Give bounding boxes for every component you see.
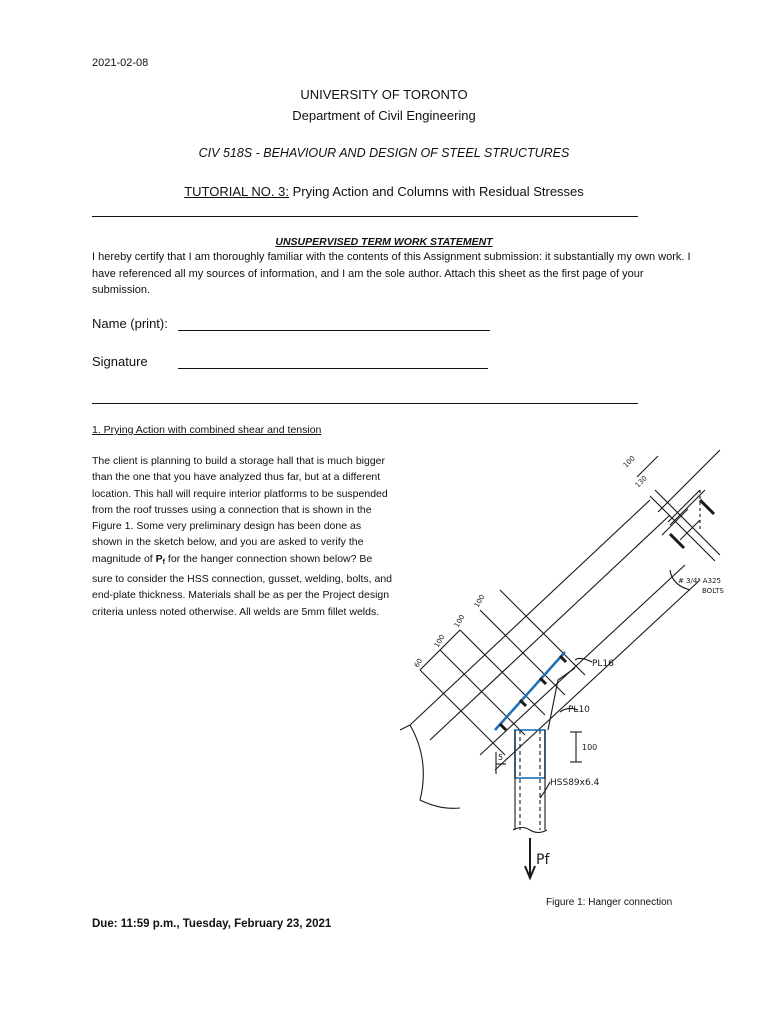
header-divider (92, 216, 638, 217)
hanger-connection-sketch (400, 430, 730, 890)
signature-field-line (178, 368, 488, 369)
bolt-mark (520, 700, 526, 706)
load-label: Pf (536, 852, 550, 868)
chord-break-tick (400, 725, 410, 730)
tutorial-prefix: TUTORIAL NO. 3: (184, 184, 289, 199)
plate-label-pl10: PL10 (568, 705, 590, 715)
dim-100-a: 100 (432, 633, 447, 649)
section-1-body (92, 453, 392, 620)
statement-body: I hereby certify that I am thoroughly familiar with the contents of this Assignment submission: it substantially my own work. I have referenced all my sources of information, and I am the sole author. Attach this sheet as the first page of your submission. (92, 251, 691, 296)
dim-130: 130 (633, 474, 649, 490)
figure-caption: Figure 1: Hanger connection (546, 897, 673, 908)
chord-edge (495, 580, 700, 770)
dim-60: 60 (412, 657, 425, 669)
dim-extension (460, 630, 545, 715)
name-label: Name (print): (92, 316, 168, 331)
statement-title: UNSUPERVISED TERM WORK STATEMENT (275, 236, 493, 248)
tutorial-subject: Prying Action and Columns with Residual Stresses (288, 184, 584, 199)
bolts-note-line2: BOLTS (702, 587, 724, 595)
due-date: Due: 11:59 p.m., Tuesday, February 23, 2021 (92, 918, 332, 930)
detail-bolt-line (680, 520, 700, 540)
dim-100-top: 100 (621, 454, 637, 470)
weld-line (495, 652, 565, 730)
detail-plate-edge (655, 490, 720, 555)
dim-line-100 (658, 450, 720, 512)
bolt-detail-view (622, 450, 725, 595)
chord-break-left (410, 725, 460, 808)
name-field-line (178, 330, 490, 331)
section-1-text-a: The client is planning to build a storage hall that is much bigger than the one that you have analyzed thus far, but at a different location. This hall will require interior platforms to be suspended from the roof trusses using a connection that is shown in the Figure 1. Some very preliminary design has been done as shown in the sketch below, and you are asked to verify the magnitude of (92, 455, 388, 565)
chord-edge (430, 515, 670, 740)
course-title: CIV 518S - BEHAVIOUR AND DESIGN OF STEEL STRUCTURES (198, 146, 570, 160)
bolt-mark (500, 724, 506, 730)
pf-symbol: P (155, 552, 163, 565)
bolt-mark (560, 656, 566, 662)
department-name: Department of Civil Engineering (292, 108, 476, 123)
dim-100-b: 100 (452, 613, 467, 629)
dim-extension (480, 610, 565, 695)
document-date: 2021-02-08 (92, 57, 149, 69)
dim-100-c: 100 (472, 593, 487, 609)
signature-label: Signature (92, 354, 148, 369)
detail-bolt (670, 534, 684, 548)
detail-bolt (700, 500, 714, 514)
dim-extension (420, 670, 505, 755)
hss-label: HSS89x6.4 (550, 778, 600, 788)
university-name: UNIVERSITY OF TORONTO (300, 87, 468, 102)
section-1-title: 1. Prying Action with combined shear and tension (92, 424, 322, 436)
detail-bolt-line (662, 509, 688, 535)
bolt-mark (540, 678, 546, 684)
dim-100-side: 100 (582, 743, 598, 752)
dim-extension (637, 456, 658, 477)
hss-hanger (513, 730, 547, 833)
truss-chord (400, 500, 700, 808)
hss-break (513, 828, 547, 833)
weld-symbol: 5 (498, 753, 504, 762)
plate-label-pl16: PL16 (592, 659, 614, 669)
tutorial-title (0, 184, 768, 199)
section-1-text-b: for the hanger connection shown below? Be sure to consider the HSS connection, gusset, welding, bolts, and end-plate thickness. Materials shall be as per the Project design criteria unless noted otherwise. All welds are 5mm fillet welds. (92, 552, 393, 618)
bolts-note-line1: # 3/4" A325 (678, 577, 721, 585)
section-divider (92, 403, 638, 404)
chord-edge (480, 565, 685, 755)
dim-line-130 (668, 490, 700, 522)
plate-leader (575, 658, 592, 662)
pf-subscript: f (162, 558, 165, 566)
